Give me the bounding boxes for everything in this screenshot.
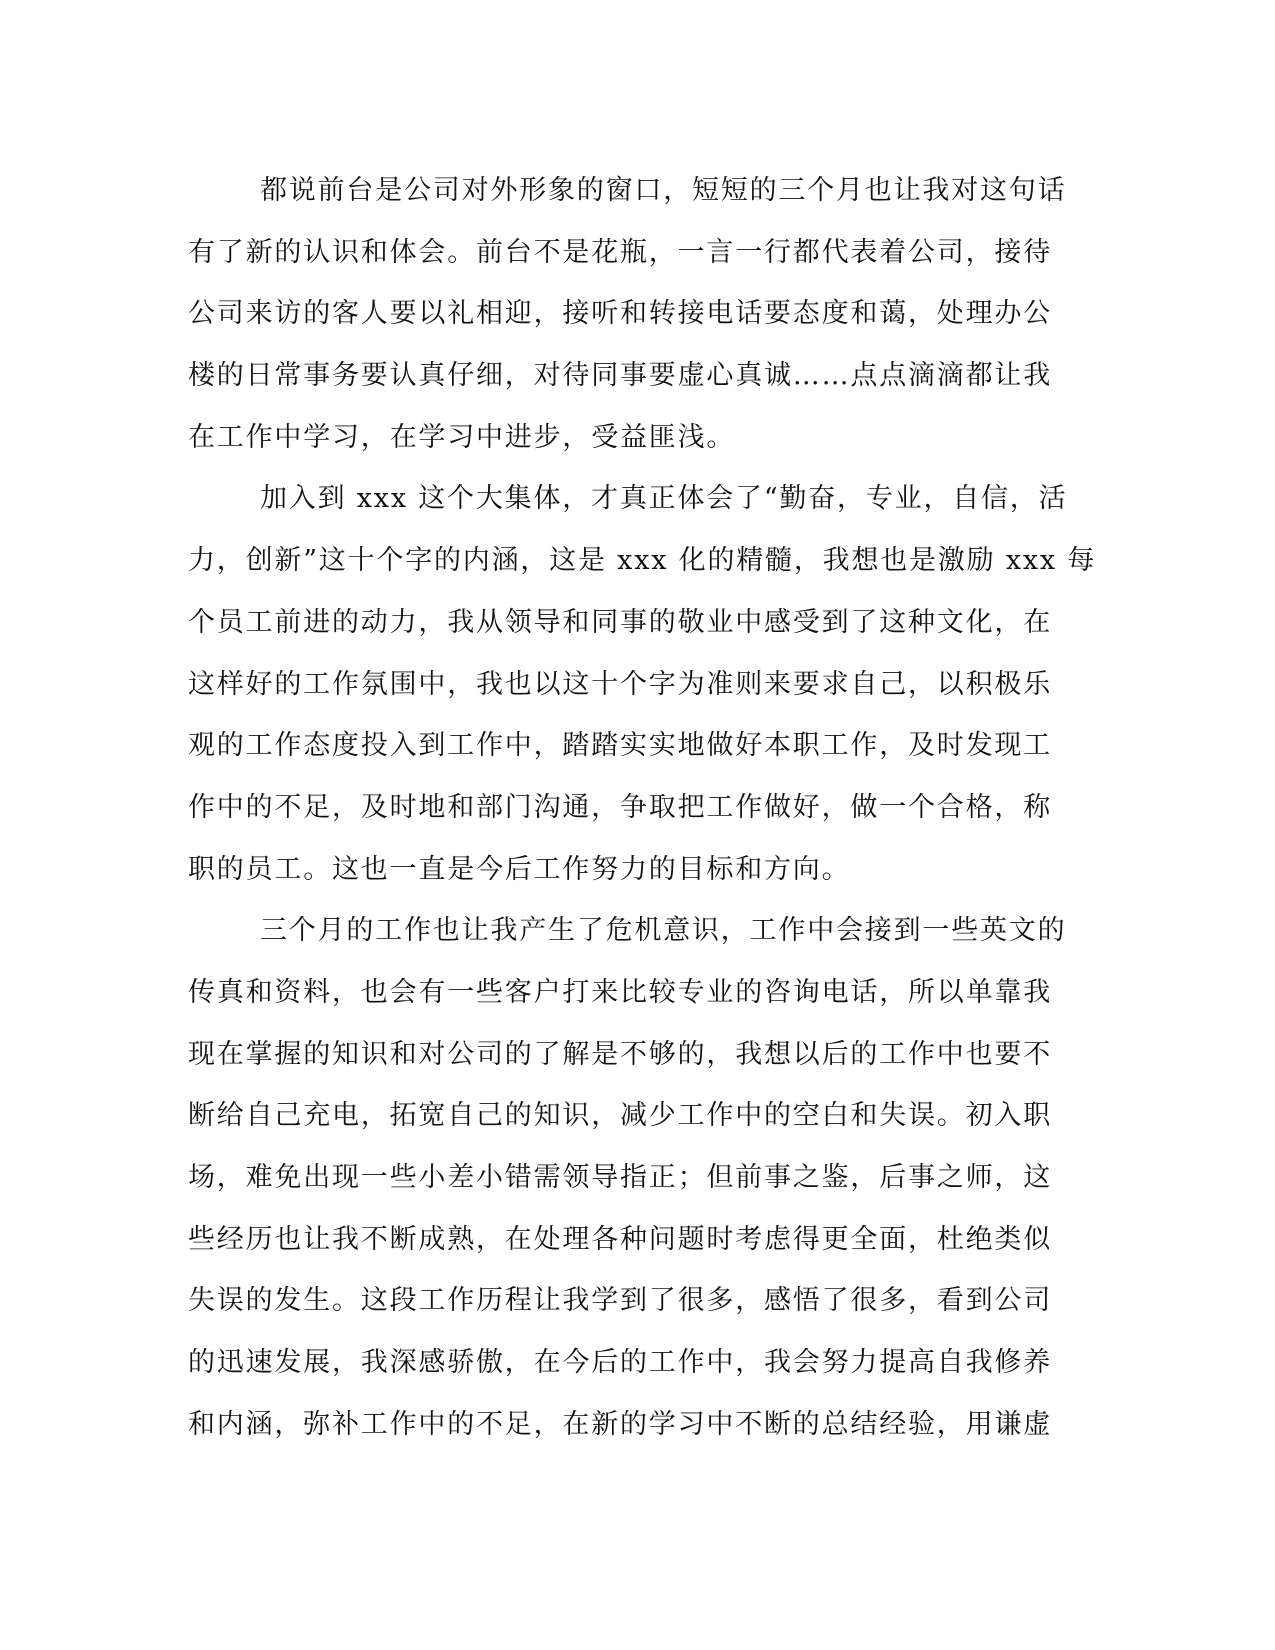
text-line: 作中的不足，及时地和部门沟通，争取把工作做好，做一个合格，称 <box>188 791 1052 823</box>
text-line: 都说前台是公司对外形象的窗口，短短的三个月也让我对这句话 <box>260 175 1067 206</box>
text-line: 断给自己充电，拓宽自己的知识，减少工作中的空白和失误。初入职 <box>188 1100 1052 1132</box>
text-line: 些经历也让我不断成熟，在处理各种问题时考虑得更全面，杜绝类似 <box>188 1223 1052 1255</box>
text-line: 这样好的工作氛围中，我也以这十个字为准则来要求自己，以积极乐 <box>188 668 1052 700</box>
text-line: 失误的发生。这段工作历程让我学到了很多，感悟了很多，看到公司 <box>188 1285 1052 1317</box>
text-line: 和内涵，弥补工作中的不足，在新的学习中不断的总结经验，用谦虚 <box>188 1408 1052 1440</box>
text-line: 传真和资料，也会有一些客户打来比较专业的咨询电话，所以单靠我 <box>188 976 1052 1008</box>
text-line: 公司来访的客人要以礼相迎，接听和转接电话要态度和蔼，处理办公 <box>188 298 1052 330</box>
document-body <box>188 160 1097 1455</box>
paragraph-2 <box>188 468 1097 900</box>
text-line: 个员工前进的动力，我从领导和同事的敬业中感受到了这种文化，在 <box>188 606 1052 638</box>
paragraph-3 <box>188 900 1068 1455</box>
text-line: 力，创新”这十个字的内涵，这是 xxx 化的精髓，我想也是激励 xxx 每 <box>188 545 1097 577</box>
text-line: 楼的日常事务要认真仔细，对待同事要虚心真诚……点点滴滴都让我 <box>188 360 1052 392</box>
text-line: 观的工作态度投入到工作中，踏踏实实地做好本职工作，及时发现工 <box>188 730 1052 762</box>
text-line: 在工作中学习，在学习中进步，受益匪浅。 <box>188 421 736 453</box>
text-line: 加入到 xxx 这个大集体，才真正体会了“勤奋，专业，自信，活 <box>260 483 1068 515</box>
paragraph-1 <box>188 160 1068 468</box>
text-line: 三个月的工作也让我产生了危机意识，工作中会接到一些英文的 <box>260 915 1067 947</box>
text-line: 职的员工。这也一直是今后工作努力的目标和方向。 <box>188 853 851 885</box>
text-line: 的迅速发展，我深感骄傲，在今后的工作中，我会努力提高自我修养 <box>188 1347 1052 1379</box>
text-line: 场，难免出现一些小差小错需领导指正；但前事之鉴，后事之师，这 <box>188 1162 1052 1193</box>
text-line: 现在掌握的知识和对公司的了解是不够的，我想以后的工作中也要不 <box>188 1038 1052 1070</box>
text-line: 有了新的认识和体会。前台不是花瓶，一言一行都代表着公司，接待 <box>188 236 1052 268</box>
